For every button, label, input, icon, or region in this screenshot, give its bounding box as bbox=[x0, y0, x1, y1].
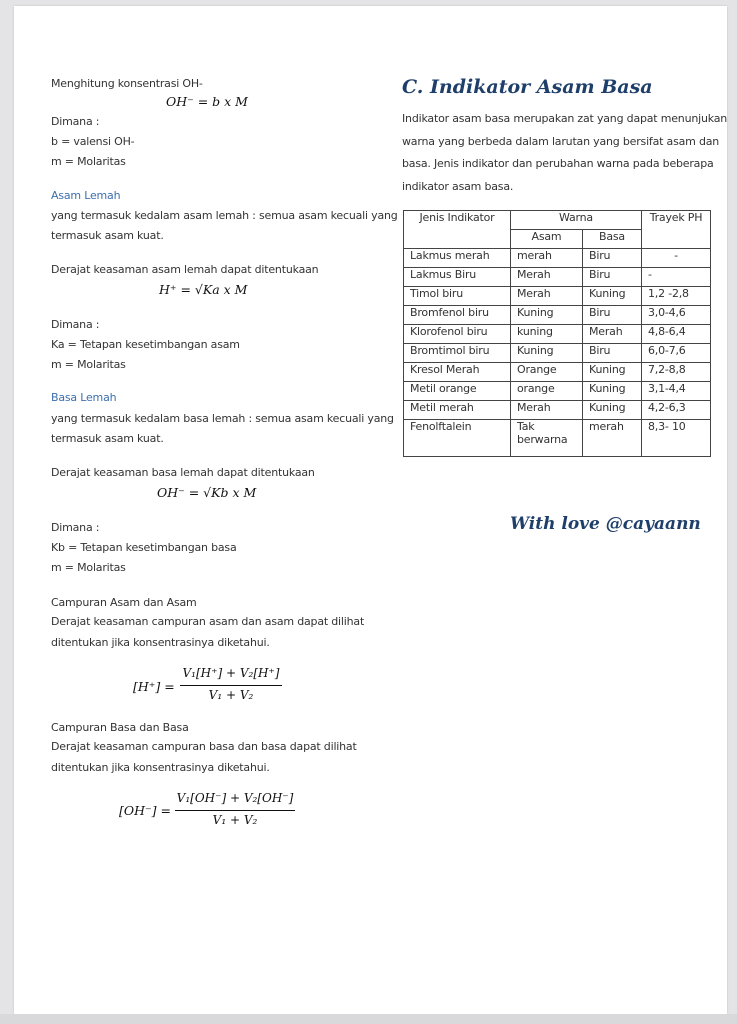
text-line: Campuran Basa dan Basa bbox=[51, 721, 189, 734]
cell-basa: Biru bbox=[583, 249, 642, 268]
cell-asam: Kuning bbox=[511, 344, 583, 363]
table-row bbox=[404, 420, 711, 457]
formula-mix-base-denominator: V₁ + V₂ bbox=[212, 813, 258, 827]
formula-mix-acid-denominator: V₁ + V₂ bbox=[208, 688, 254, 702]
text-line: Derajat keasaman campuran basa dan basa dapat dilihat bbox=[51, 740, 357, 753]
text-line: Derajat keasaman basa lemah dapat ditentukaan bbox=[51, 466, 315, 479]
cell-basa: Biru bbox=[583, 344, 642, 363]
cell-basa: Kuning bbox=[583, 287, 642, 306]
section-heading: C. Indikator Asam Basa bbox=[402, 76, 653, 98]
subheading-basa-lemah: Basa Lemah bbox=[51, 391, 117, 404]
text-line: b = valensi OH- bbox=[51, 135, 135, 148]
table-row bbox=[404, 382, 711, 401]
page-bottom-edge bbox=[0, 1014, 737, 1024]
cell-basa: Kuning bbox=[583, 363, 642, 382]
formula-oh-weak: OH⁻ = √Kb x M bbox=[157, 485, 257, 500]
text-line: yang termasuk kedalam asam lemah : semua asam kecuali yang bbox=[51, 209, 398, 222]
cell-asam: Kuning bbox=[511, 306, 583, 325]
cell-asam: Tak berwarna bbox=[511, 420, 583, 457]
cell-trayek: 4,2-6,3 bbox=[642, 401, 711, 420]
header-basa: Basa bbox=[583, 230, 642, 249]
cell-jenis: Bromtimol biru bbox=[404, 344, 511, 363]
table-row bbox=[404, 325, 711, 344]
cell-basa: Merah bbox=[583, 325, 642, 344]
table-row bbox=[404, 306, 711, 325]
text-line: Campuran Asam dan Asam bbox=[51, 596, 197, 609]
text-line: Dimana : bbox=[51, 115, 100, 128]
text-line: ditentukan jika konsentrasinya diketahui. bbox=[51, 636, 270, 649]
paragraph-line: Indikator asam basa merupakan zat yang dapat menunjukan bbox=[402, 112, 728, 125]
table-row bbox=[404, 344, 711, 363]
text-line: Menghitung konsentrasi OH- bbox=[51, 77, 203, 90]
paragraph-line: indikator asam basa. bbox=[402, 180, 514, 193]
fraction-bar bbox=[175, 810, 295, 811]
text-line: termasuk asam kuat. bbox=[51, 229, 164, 242]
paragraph-line: basa. Jenis indikator dan perubahan warna pada beberapa bbox=[402, 157, 714, 170]
header-asam: Asam bbox=[511, 230, 583, 249]
table-row bbox=[404, 287, 711, 306]
table-row bbox=[404, 401, 711, 420]
cell-trayek: 7,2-8,8 bbox=[642, 363, 711, 382]
cell-jenis: Kresol Merah bbox=[404, 363, 511, 382]
text-line: Derajat keasaman campuran asam dan asam dapat dilihat bbox=[51, 615, 365, 628]
text-line: Ka = Tetapan kesetimbangan asam bbox=[51, 338, 240, 351]
table-row bbox=[404, 249, 711, 268]
text-line: ditentukan jika konsentrasinya diketahui. bbox=[51, 761, 270, 774]
cell-basa: Biru bbox=[583, 306, 642, 325]
formula-h-weak: H⁺ = √Ka x M bbox=[159, 282, 248, 297]
text-line: m = Molaritas bbox=[51, 561, 126, 574]
cell-asam: kuning bbox=[511, 325, 583, 344]
cell-jenis: Lakmus Biru bbox=[404, 268, 511, 287]
cell-asam: Orange bbox=[511, 363, 583, 382]
cell-asam: Merah bbox=[511, 401, 583, 420]
paragraph-line: warna yang berbeda dalam larutan yang bersifat asam dan bbox=[402, 135, 720, 148]
table-header-row bbox=[404, 211, 711, 230]
cell-jenis: Metil merah bbox=[404, 401, 511, 420]
header-trayek: Trayek PH bbox=[642, 211, 711, 249]
cell-trayek: 6,0-7,6 bbox=[642, 344, 711, 363]
header-warna: Warna bbox=[511, 211, 642, 230]
header-jenis: Jenis Indikator bbox=[404, 211, 511, 249]
table-row bbox=[404, 268, 711, 287]
text-line: m = Molaritas bbox=[51, 155, 126, 168]
cell-asam: Merah bbox=[511, 287, 583, 306]
cell-asam: Merah bbox=[511, 268, 583, 287]
formula-mix-base-numerator: V₁[OH⁻] + V₂[OH⁻] bbox=[176, 791, 294, 805]
formula-mix-acid-numerator: V₁[H⁺] + V₂[H⁺] bbox=[182, 666, 280, 680]
cell-basa: Biru bbox=[583, 268, 642, 287]
cell-basa: merah bbox=[583, 420, 642, 457]
cell-jenis: Lakmus merah bbox=[404, 249, 511, 268]
subheading-asam-lemah: Asam Lemah bbox=[51, 189, 121, 202]
text-line: Derajat keasaman asam lemah dapat ditentukaan bbox=[51, 263, 319, 276]
text-line: Kb = Tetapan kesetimbangan basa bbox=[51, 541, 237, 554]
cell-basa: Kuning bbox=[583, 382, 642, 401]
fraction-bar bbox=[180, 685, 282, 686]
formula-mix-base-lhs: [OH⁻] = bbox=[119, 803, 171, 818]
text-line: Dimana : bbox=[51, 521, 100, 534]
cell-asam: orange bbox=[511, 382, 583, 401]
cell-trayek: - bbox=[642, 268, 711, 287]
formula-mix-acid-lhs: [H⁺] = bbox=[133, 679, 175, 694]
text-line: termasuk asam kuat. bbox=[51, 432, 164, 445]
text-line: Dimana : bbox=[51, 318, 100, 331]
formula-oh-strong: OH⁻ = b x M bbox=[166, 94, 248, 109]
cell-trayek: - bbox=[642, 249, 711, 268]
cell-jenis: Klorofenol biru bbox=[404, 325, 511, 344]
cell-jenis: Timol biru bbox=[404, 287, 511, 306]
cell-trayek: 4,8-6,4 bbox=[642, 325, 711, 344]
signature: With love @cayaann bbox=[510, 514, 701, 534]
text-line: yang termasuk kedalam basa lemah : semua asam kecuali yang bbox=[51, 412, 394, 425]
table-row bbox=[404, 363, 711, 382]
cell-trayek: 3,1-4,4 bbox=[642, 382, 711, 401]
cell-jenis: Fenolftalein bbox=[404, 420, 511, 457]
text-line: m = Molaritas bbox=[51, 358, 126, 371]
cell-basa: Kuning bbox=[583, 401, 642, 420]
cell-asam: merah bbox=[511, 249, 583, 268]
cell-trayek: 3,0-4,6 bbox=[642, 306, 711, 325]
cell-jenis: Bromfenol biru bbox=[404, 306, 511, 325]
cell-jenis: Metil orange bbox=[404, 382, 511, 401]
cell-trayek: 1,2 -2,8 bbox=[642, 287, 711, 306]
cell-trayek: 8,3- 10 bbox=[642, 420, 711, 457]
indicator-table bbox=[403, 210, 711, 457]
